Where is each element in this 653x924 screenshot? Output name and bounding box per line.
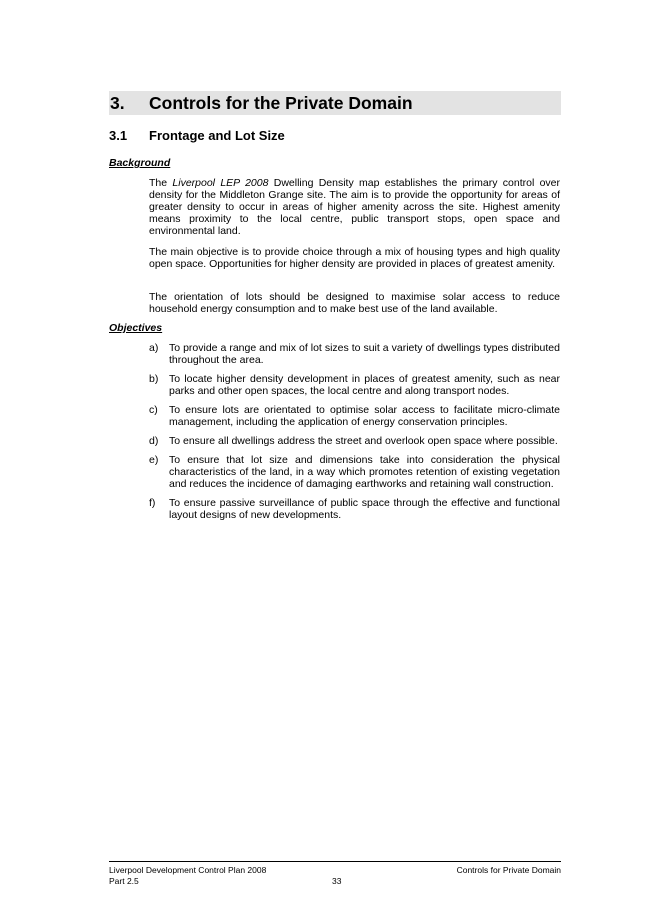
page-number: 33	[332, 876, 342, 886]
item-letter: a)	[149, 342, 159, 354]
item-text: To locate higher density development in places of greatest amenity, such as near parks and other open spaces, the local centre and along transport nodes.	[169, 373, 560, 397]
item-text: To provide a range and mix of lot sizes to suit a variety of dwellings types distributed throughout the area.	[169, 342, 560, 366]
footer-section-title: Controls for Private Domain	[456, 865, 561, 875]
item-text: To ensure lots are orientated to optimise solar access to facilitate micro-climate management, including the application of energy conservation principles.	[169, 404, 560, 428]
background-paragraph-3: The orientation of lots should be designed to maximise solar access to reduce household energy consumption and to make best use of the land available.	[149, 291, 560, 315]
objectives-heading: Objectives	[109, 322, 163, 334]
chapter-title: Controls for the Private Domain	[149, 93, 413, 113]
item-letter: b)	[149, 373, 159, 385]
list-item	[149, 435, 560, 447]
item-text: To ensure all dwellings address the street and overlook open space where possible.	[169, 435, 558, 447]
section-number: 3.1	[109, 128, 128, 143]
item-text: To ensure that lot size and dimensions take into consideration the physical characteristics of the land, in a way which promotes retention of existing vegetation and reduces the incidence of damaging earthworks and retaining wall construction.	[169, 454, 560, 490]
objectives-list	[149, 342, 560, 528]
chapter-heading-bar	[109, 91, 561, 115]
item-letter: d)	[149, 435, 159, 447]
footer-document-title: Liverpool Development Control Plan 2008	[109, 865, 267, 875]
chapter-number: 3.	[110, 93, 125, 113]
list-item	[149, 404, 560, 428]
list-item	[149, 373, 560, 397]
paragraph-text: The	[149, 177, 173, 189]
item-letter: f)	[149, 497, 156, 509]
list-item	[149, 342, 560, 366]
footer-divider	[109, 861, 561, 862]
footer-part: Part 2.5	[109, 876, 139, 886]
section-heading	[109, 128, 561, 144]
item-letter: c)	[149, 404, 158, 416]
paragraph-text: Dwelling Density map establishes the primary control over density for the Middleton Grange site. The aim is to provide the opportunity for areas of greater density to occur in areas of higher amenity across the site. Highest amenity means proximity to the local centre, public transport stops, open space and environmental land.	[149, 177, 561, 237]
background-paragraph-2: The main objective is to provide choice through a mix of housing types and high quality open space. Opportunities for higher density are provided in places of greatest amenity.	[149, 246, 560, 270]
background-paragraph-1	[149, 177, 560, 237]
list-item	[149, 497, 560, 521]
lep-reference: Liverpool LEP 2008	[172, 177, 269, 189]
background-heading: Background	[109, 157, 171, 169]
item-text: To ensure passive surveillance of public space through the effective and functional layout designs of new developments.	[169, 497, 560, 521]
list-item	[149, 454, 560, 490]
section-title: Frontage and Lot Size	[149, 128, 285, 143]
item-letter: e)	[149, 454, 159, 466]
